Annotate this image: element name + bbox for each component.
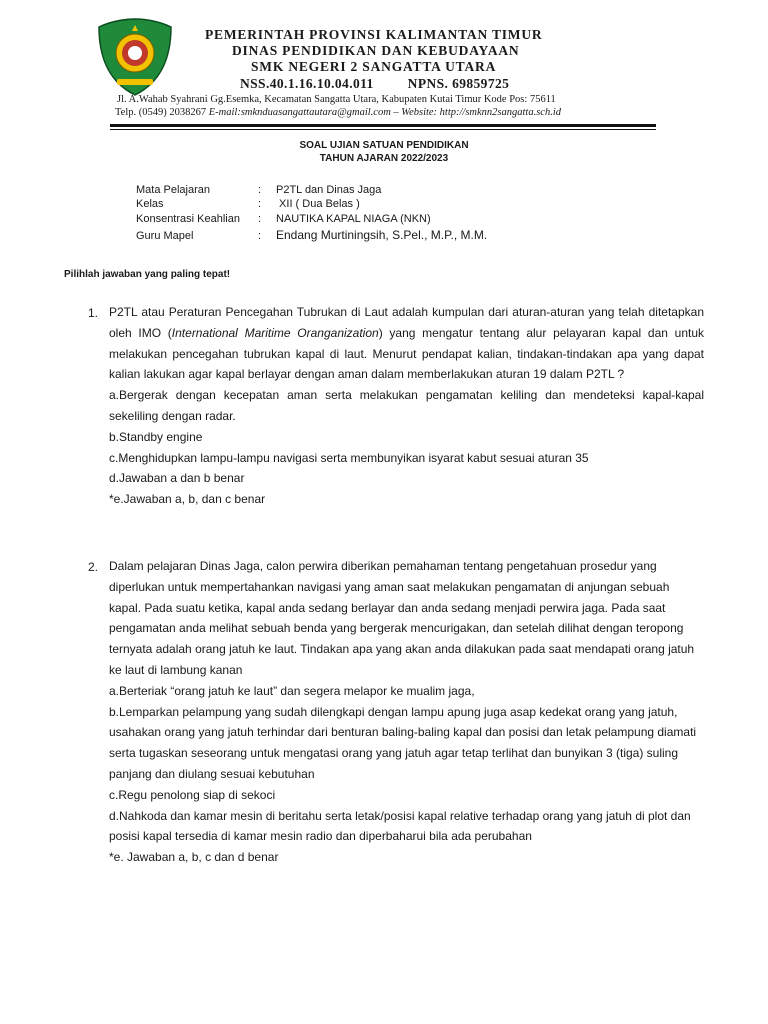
department-name: DINAS PENDIDIKAN DAN KEBUDAYAAN xyxy=(232,43,520,58)
school-crest-logo xyxy=(97,17,173,97)
answer-option-c: c.Menghidupkan lampu-lampu navigasi serta membunyikan isyarat kabut sesuai aturan 35 xyxy=(109,450,589,465)
answer-option-b: b.Lemparkan pelampung yang sudah dilengkapi dengan lampu apung juga asap kedekat orang yang jatuh, usahakan orang yang jatuh terhindar dari benturan baling-baling kapal dan posisi dan letak pelampung diamati serta tugaskan seseorang untuk mengatasi orang yang jatuh agar tetap terlihat dan bunyikan 3 (tiga) suling panjang dan diulang sesuai kebutuhan xyxy=(109,704,697,781)
info-row-concentration xyxy=(136,213,431,225)
info-value: NAUTIKA KAPAL NIAGA (NKN) xyxy=(276,213,431,225)
answer-option-e: *e.Jawaban a, b, dan c benar xyxy=(109,492,266,507)
npsn-number: NPNS. 69859725 xyxy=(407,76,510,91)
government-name: PEMERINTAH PROVINSI KALIMANTAN TIMUR xyxy=(205,27,543,42)
info-colon: : xyxy=(258,230,262,242)
exam-title: SOAL UJIAN SATUAN PENDIDIKAN xyxy=(299,140,469,151)
answer-option-d: d.Nahkoda dan kamar mesin di beritahu serta letak/posisi kapal relative terhadap orang yang jatuh di plot dan posisi kapal tersedia di kamar mesin radio dan diperbaharui bila ada perubahan xyxy=(109,808,691,844)
instruction-text: Pilihlah jawaban yang paling tepat! xyxy=(64,269,231,280)
info-row-teacher xyxy=(136,228,487,242)
answer-option-d: d.Jawaban a dan b benar xyxy=(109,471,245,486)
question-number: 1. xyxy=(88,306,99,320)
letterhead-divider-thick xyxy=(110,124,656,127)
answer-option-e: *e. Jawaban a, b, c dan d benar xyxy=(109,850,279,865)
school-ids xyxy=(240,76,509,92)
info-colon: : xyxy=(258,213,262,225)
answer-option-a: a.Berteriak “orang jatuh ke laut” dan segera melapor ke mualim jaga, xyxy=(109,683,475,698)
info-value: XII ( Dua Belas ) xyxy=(276,198,360,210)
answer-option-a: a.Bergerak dengan kecepatan aman serta melakukan pengamatan keliling dan mendeteksi kapal-kapal sekeliling dengan radar. xyxy=(109,388,704,423)
info-colon: : xyxy=(258,198,262,210)
phone-number: Telp. (0549) 2038267 xyxy=(115,107,209,118)
question-2 xyxy=(109,556,704,868)
info-row-class xyxy=(136,198,360,210)
info-colon: : xyxy=(258,184,262,196)
question-1 xyxy=(109,302,704,510)
nss-number: NSS.40.1.16.10.04.011 xyxy=(240,76,374,91)
question-number: 2. xyxy=(88,560,99,574)
answer-option-b: b.Standby engine xyxy=(109,429,203,444)
stem-text: P2TL atau Peraturan Pencegahan Tubrukan di Laut adalah kumpulan dari aturan-aturan yang telah ditetapkan oleh IMO ( xyxy=(109,305,704,340)
info-label: Kelas xyxy=(136,198,164,210)
info-value: P2TL dan Dinas Jaga xyxy=(276,184,382,196)
question-stem: Dalam pelajaran Dinas Jaga, calon perwira diberikan pemahaman tentang pengetahuan prosedur yang diperlukan untuk mempertahankan navigasi yang aman saat melakukan pengamatan di anjungan sebuah kapal. Pada suatu ketika, kapal anda sedang berlayar dan anda sedang menjadi perwira jaga. Pada saat pengamatan anda melihat sebuah benda yang bergerak mencurigakan, dan setelah dilihat dengan teropong ternyata adalah orang jatuh ke laut. Tindakan apa yang akan anda dilakukan pada saat mendapati orang jatuh ke laut di lambung kanan xyxy=(109,559,695,677)
school-contact xyxy=(115,107,561,118)
info-row-subject xyxy=(136,184,381,196)
stem-italic-text: International Maritime Oranganization xyxy=(171,325,379,340)
info-label: Konsentrasi Keahlian xyxy=(136,213,240,225)
letterhead-divider-thin xyxy=(110,129,656,130)
school-address: Jl. A.Wahab Syahrani Gg.Esemka, Kecamatan Sangatta Utara, Kabupaten Kutai Timur Kode Pos: 75611 xyxy=(117,94,556,105)
info-label: Guru Mapel xyxy=(136,230,194,242)
info-value: Endang Murtiningsih, S.Pel., M.P., M.M. xyxy=(276,228,488,242)
academic-year: TAHUN AJARAN 2022/2023 xyxy=(319,153,449,164)
school-name: SMK NEGERI 2 SANGATTA UTARA xyxy=(251,59,497,74)
answer-option-c: c.Regu penolong siap di sekoci xyxy=(109,787,276,802)
info-label: Mata Pelajaran xyxy=(136,184,210,196)
question-stem xyxy=(109,302,704,385)
email-website: E-mail:smknduasangattautara@gmail.com – Website: http://smknn2sangatta.sch.id xyxy=(208,107,562,118)
stem-text: ) yang mengatur tentang alur pelayaran kapal dan untuk melakukan pencegahan tubrukan kapal di laut. Menurut pendapat kalian, tindakan-tindakan apa yang dapat kalian lakukan agar kapal berlayar dengan aman dalam memberlakukan aturan 19 dalam P2TL ? xyxy=(109,325,705,382)
